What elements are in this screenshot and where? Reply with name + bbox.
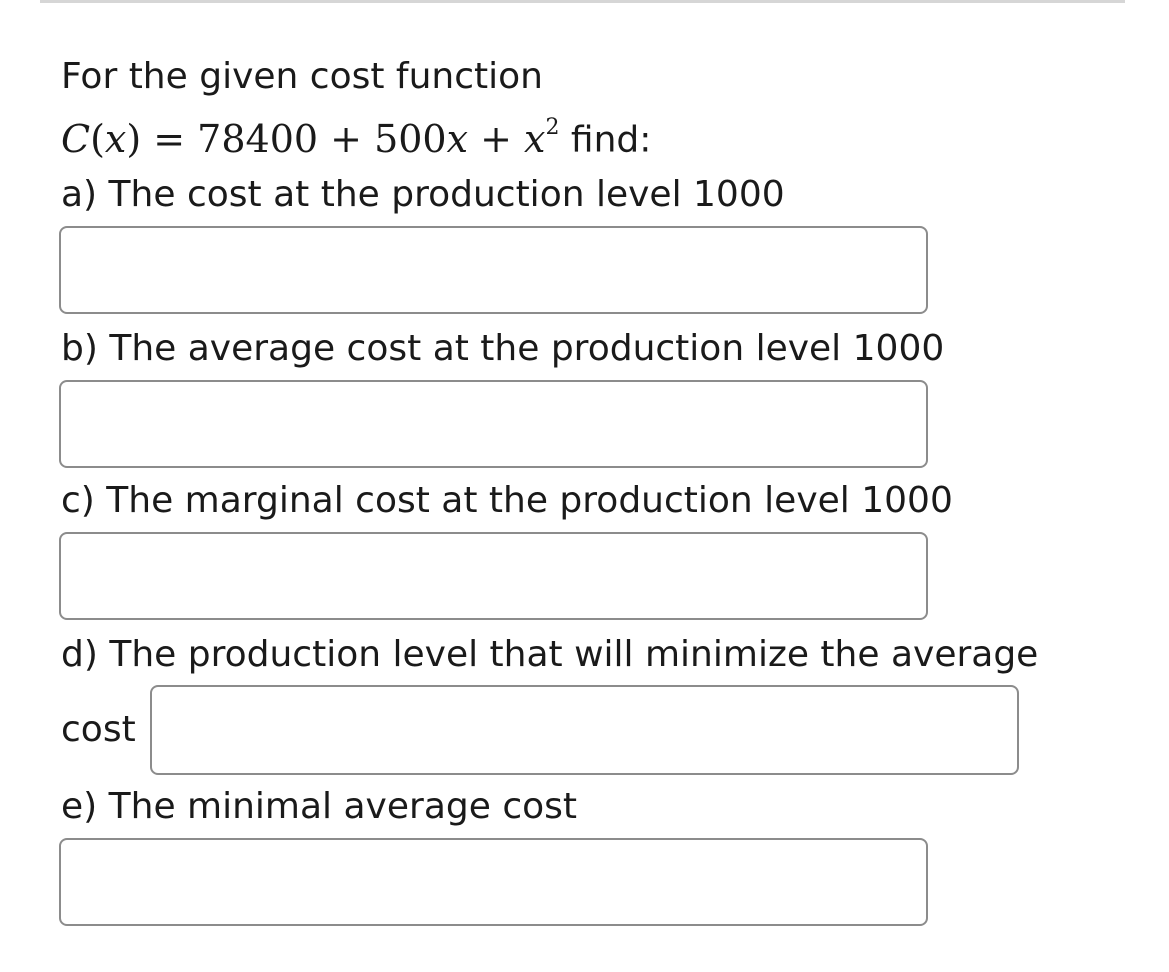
- find-suffix: find:: [559, 119, 652, 161]
- top-divider: [40, 0, 1125, 3]
- question-a-label: a) The cost at the production level 1000: [61, 174, 785, 215]
- answer-d-input[interactable]: [150, 685, 1019, 775]
- answer-b-input[interactable]: [59, 380, 928, 468]
- answer-c-input[interactable]: [59, 532, 928, 620]
- answer-a-input[interactable]: [59, 226, 928, 314]
- cost-function-line: [61, 110, 651, 163]
- question-b-label: b) The average cost at the production level 1000: [61, 328, 945, 369]
- intro-text: For the given cost function: [61, 56, 543, 97]
- question-e-label: e) The minimal average cost: [61, 786, 578, 827]
- question-c-label: c) The marginal cost at the production level 1000: [61, 480, 953, 521]
- question-d-label-continued: cost: [61, 709, 136, 750]
- question-d-label: d) The production level that will minimize the average: [61, 634, 1039, 675]
- answer-e-input[interactable]: [59, 838, 928, 926]
- cost-function-formula: $C(x) = 78400 + 500x + x^2$: [61, 115, 560, 161]
